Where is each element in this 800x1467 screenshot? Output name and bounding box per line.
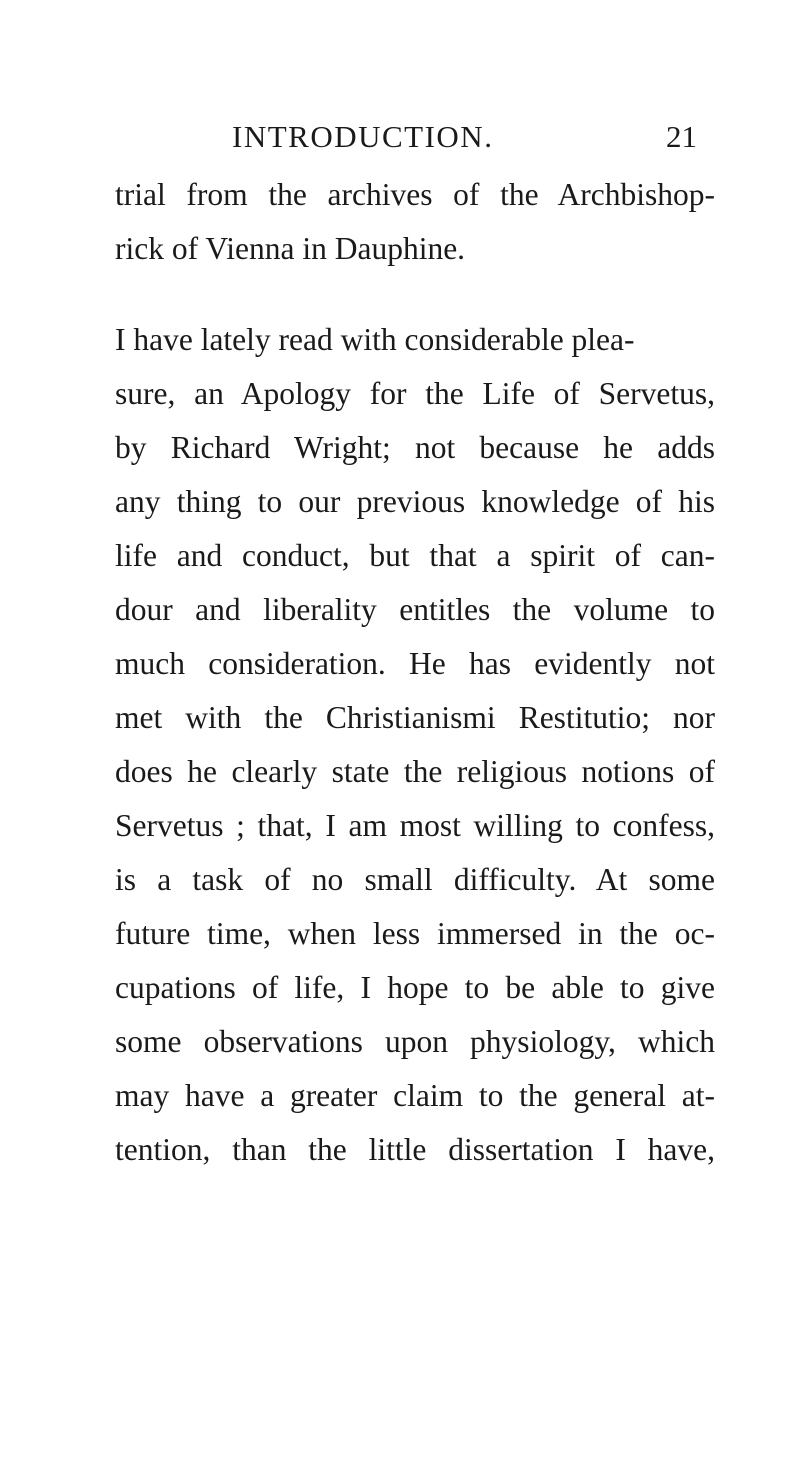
text-line: trial from the archives of the Archbishop- — [115, 177, 715, 212]
paragraph-2 — [115, 313, 715, 1177]
text-line: is a task of no small difficulty. At some — [115, 862, 715, 897]
text-line: dour and liberality entitles the volume to — [115, 592, 715, 627]
text-line: much consideration. He has evidently not — [115, 646, 715, 681]
paragraph-1 — [115, 168, 715, 276]
text-line: does he clearly state the religious notions of — [115, 754, 715, 789]
text-line: met with the Christianismi Restitutio; nor — [115, 700, 715, 735]
text-line: any thing to our previous knowledge of his — [115, 484, 715, 519]
text-line: rick of Vienna in Dauphine. — [115, 231, 466, 266]
text-line: some observations upon physiology, which — [115, 1024, 715, 1059]
body-text — [115, 168, 715, 1177]
text-line: life and conduct, but that a spirit of can- — [115, 538, 715, 573]
paragraph-gap — [115, 276, 715, 313]
running-head-title: INTRODUCTION. — [232, 119, 494, 154]
text-line: future time, when less immersed in the oc- — [115, 916, 715, 951]
text-line: tention, than the little dissertation I have, — [115, 1132, 715, 1167]
text-line: I have lately read with considerable plea- — [115, 322, 635, 357]
text-line: Servetus ; that, I am most willing to confess, — [115, 808, 715, 843]
text-line: by Richard Wright; not because he adds — [115, 430, 715, 465]
text-line: cupations of life, I hope to be able to give — [115, 970, 715, 1005]
running-head — [0, 117, 800, 157]
text-line: may have a greater claim to the general at- — [115, 1078, 715, 1113]
page-number: 21 — [666, 119, 697, 154]
text-line: sure, an Apology for the Life of Servetus, — [115, 376, 715, 411]
